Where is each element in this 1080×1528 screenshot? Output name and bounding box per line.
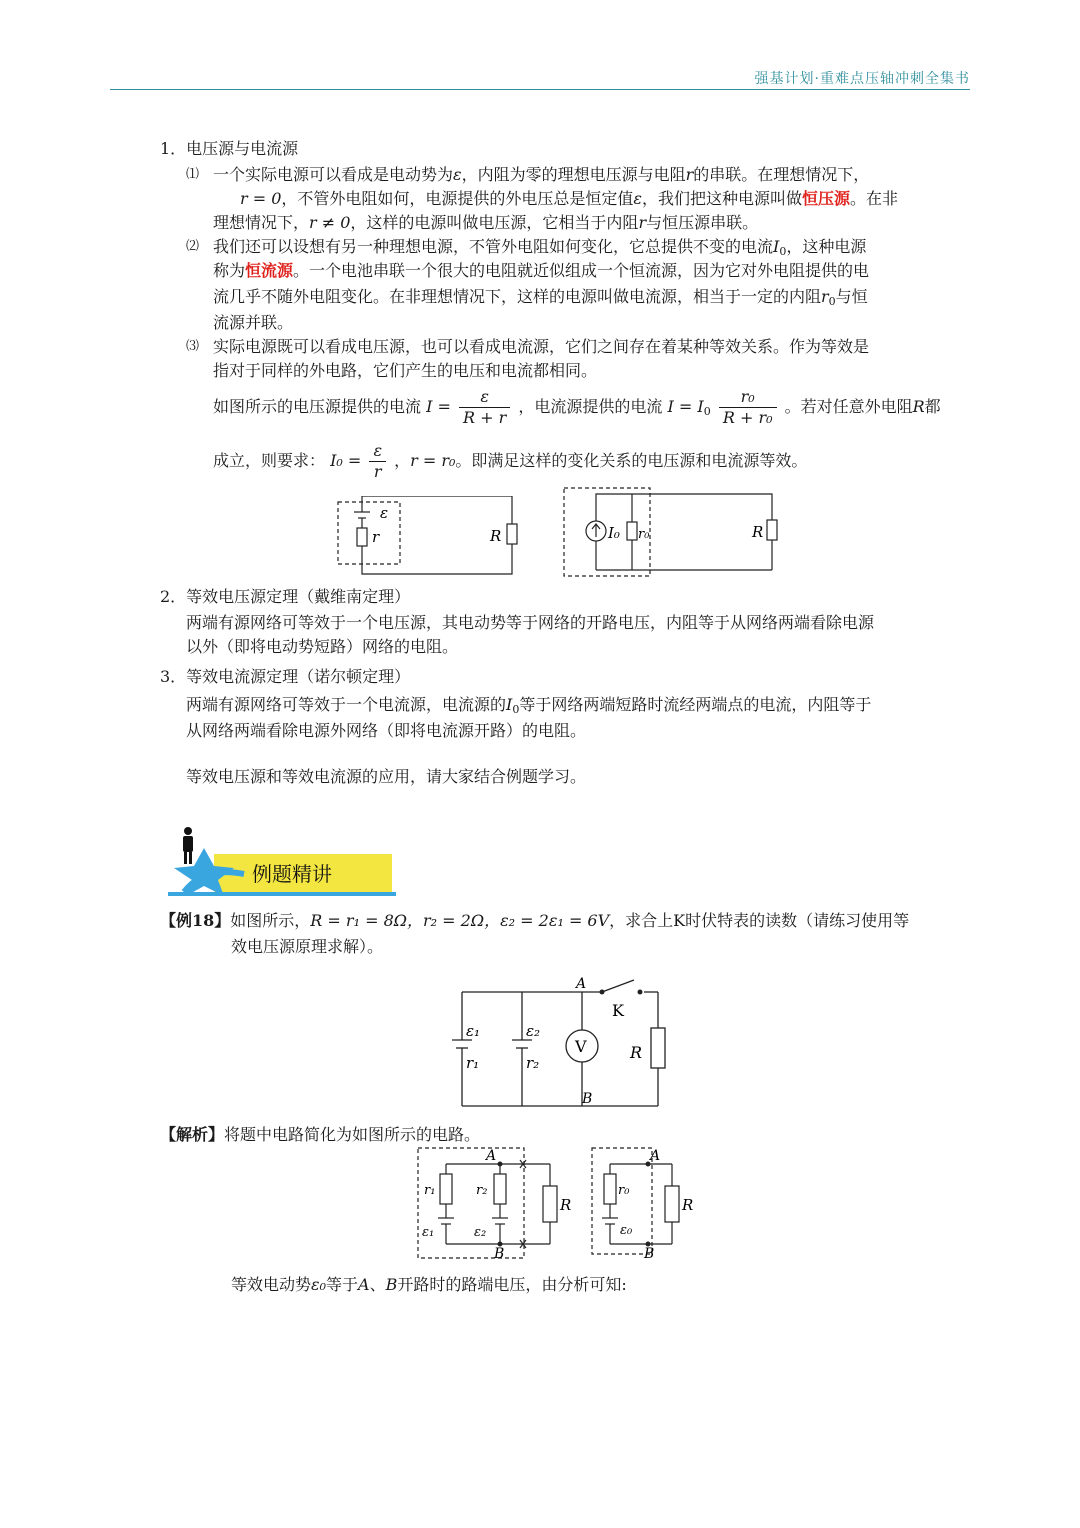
fig5-B-label: B (644, 1246, 655, 1262)
simplified-circuit (414, 1144, 574, 1262)
example-18-line-2: 效电压源原理求解）。 (231, 937, 384, 956)
para-3-line-2: 指对于同样的外电路，它们产生的电压和电流都相同。 (213, 361, 598, 380)
constant-voltage-source-term: 恒压源 (802, 189, 851, 208)
fig3-A-label: A (576, 976, 587, 992)
item-3-marker: ⑶ (186, 339, 200, 354)
bottom-analysis-line: 等效电动势ε₀等于A、B开路时的路端电压，由分析可知: (231, 1275, 627, 1294)
current-source-circuit (562, 486, 778, 578)
voltage-source-circuit (334, 496, 524, 580)
example-circuit (452, 972, 672, 1112)
item-2-marker: ⑵ (186, 239, 200, 254)
section-2-title: 2．等效电压源定理（戴维南定理） (160, 587, 411, 606)
fig3-r1-label: r₁ (466, 1054, 480, 1072)
current-formula-line: 如图所示的电压源提供的电流 I = $\frac{\varepsilon}{R + r}$ ，电流源提供的电流 $I = I_0$ $\frac{\text{r₀}}{\text{R + r₀}}$ 。若对任意外电阻R都 (213, 387, 941, 427)
fig3-switch-label: K (612, 1001, 624, 1020)
fig5-A-label: A (650, 1148, 661, 1164)
banner-label: 例题精讲 (252, 862, 332, 886)
fig4-B-label: B (494, 1246, 505, 1262)
voltmeter-label: V (575, 1037, 587, 1056)
item-1-marker: ⑴ (186, 167, 200, 182)
fig4-A-label: A (486, 1148, 497, 1164)
fig4-eps2-label: ε₂ (474, 1225, 487, 1240)
closing-note: 等效电压源和等效电流源的应用，请大家结合例题学习。 (186, 767, 587, 786)
para-1-line-1: 一个实际电源可以看成是电动势为ε，内阻为零的理想电压源与电阻r的串联。在理想情况下， (213, 165, 870, 184)
section-2-line-1: 两端有源网络可等效于一个电压源，其电动势等于网络的开路电压，内阻等于从网络两端看除电源 (186, 613, 875, 632)
section-2-line-2: 以外（即将电动势短路）网络的电阻。 (186, 637, 459, 656)
figure-icon (183, 827, 193, 864)
section-3-line-1: 两端有源网络可等效于一个电流源，电流源的$I_0$等于网络两端短路时流经两端点的电流，内阻等于 (186, 695, 872, 716)
fig4-R-label: R (560, 1196, 572, 1214)
running-header: 强基计划·重难点压轴冲刺全集书 (754, 71, 970, 87)
fig3-R-label: R (630, 1043, 643, 1062)
condition-fraction: $\frac{\varepsilon}{r}$ (369, 441, 386, 482)
fig2-R-label: R (752, 523, 764, 541)
equivalent-circuit (588, 1144, 708, 1262)
fig5-R-label: R (682, 1196, 694, 1214)
constant-current-source-term: 恒流源 (245, 261, 294, 280)
section-3-title: 3．等效电流源定理（诺尔顿定理） (160, 667, 411, 686)
para-1-line-3: 理想情况下，r ≠ 0，这样的电源叫做电压源，它相当于内阻r与恒压源串联。 (213, 213, 759, 232)
para-2-line-1: 我们还可以设想有另一种理想电源，不管外电阻如何变化，它总提供不变的电流$I_0$，这种电源 (213, 237, 867, 258)
section-3-line-2: 从网络两端看除电源外网络（即将电流源开路）的电阻。 (186, 721, 587, 740)
fig3-r2-label: r₂ (526, 1054, 540, 1072)
voltage-source-current-fraction: $\frac{\varepsilon}{R + r}$ (459, 387, 510, 428)
fig4-r2-label: r₂ (476, 1183, 488, 1198)
fig5-r0-label: r₀ (618, 1183, 630, 1198)
analysis-line: 【解析】将题中电路简化为如图所示的电路。 (160, 1125, 481, 1144)
header-rule (110, 89, 970, 90)
worked-examples-banner (164, 826, 396, 898)
example-tag: 【例18】 (160, 911, 231, 930)
example-18-line-1: 【例18】如图所示，R = r₁ = 8Ω，r₂ = 2Ω，ε₂ = 2ε₁ = 6V，求合上K时伏特表的读数（请练习使用等 (160, 911, 910, 930)
fig1-r-label: r (372, 528, 380, 546)
para-3-line-1: 实际电源既可以看成电压源，也可以看成电流源，它们之间存在着某种等效关系。作为等效是 (213, 337, 870, 356)
fig4-r1-label: r₁ (424, 1183, 436, 1198)
fig1-emf-label: ε (380, 504, 389, 522)
fig4-eps1-label: ε₁ (422, 1225, 435, 1240)
fig2-I0-label: I₀ (608, 524, 620, 542)
fig3-B-label: B (582, 1091, 593, 1107)
fig1-R-label: R (490, 527, 502, 545)
current-source-current-fraction: $\frac{\text{r₀}}{\text{R + r₀}}$ (719, 387, 777, 428)
fig5-eps0-label: ε₀ (620, 1223, 633, 1238)
para-2-line-4: 流源并联。 (213, 313, 294, 332)
fig2-r0-label: r₀ (638, 527, 650, 542)
para-2-line-2: 称为恒流源。一个电池串联一个很大的电阻就近似组成一个恒流源，因为它对外电阻提供的电 (213, 261, 870, 280)
para-1-line-2: r = 0，不管外电阻如何，电源提供的外电压总是恒定值ε，我们把这种电源叫做恒压源。在非 (240, 189, 899, 208)
analysis-tag: 【解析】 (160, 1125, 225, 1144)
section-1-title: 1．电压源与电流源 (160, 139, 299, 158)
para-2-line-3: 流几乎不随外电阻变化。在非理想情况下，这样的电源叫做电流源，相当于一定的内阻$r_0$与恒 (213, 287, 868, 308)
equivalence-condition-line: 成立，则要求： I₀ = $\frac{\varepsilon}{r}$ ，r = r₀。即满足这样的变化关系的电压源和电流源等效。 (213, 441, 808, 481)
fig3-eps2-label: ε₂ (526, 1022, 541, 1040)
fig3-eps1-label: ε₁ (466, 1022, 481, 1040)
